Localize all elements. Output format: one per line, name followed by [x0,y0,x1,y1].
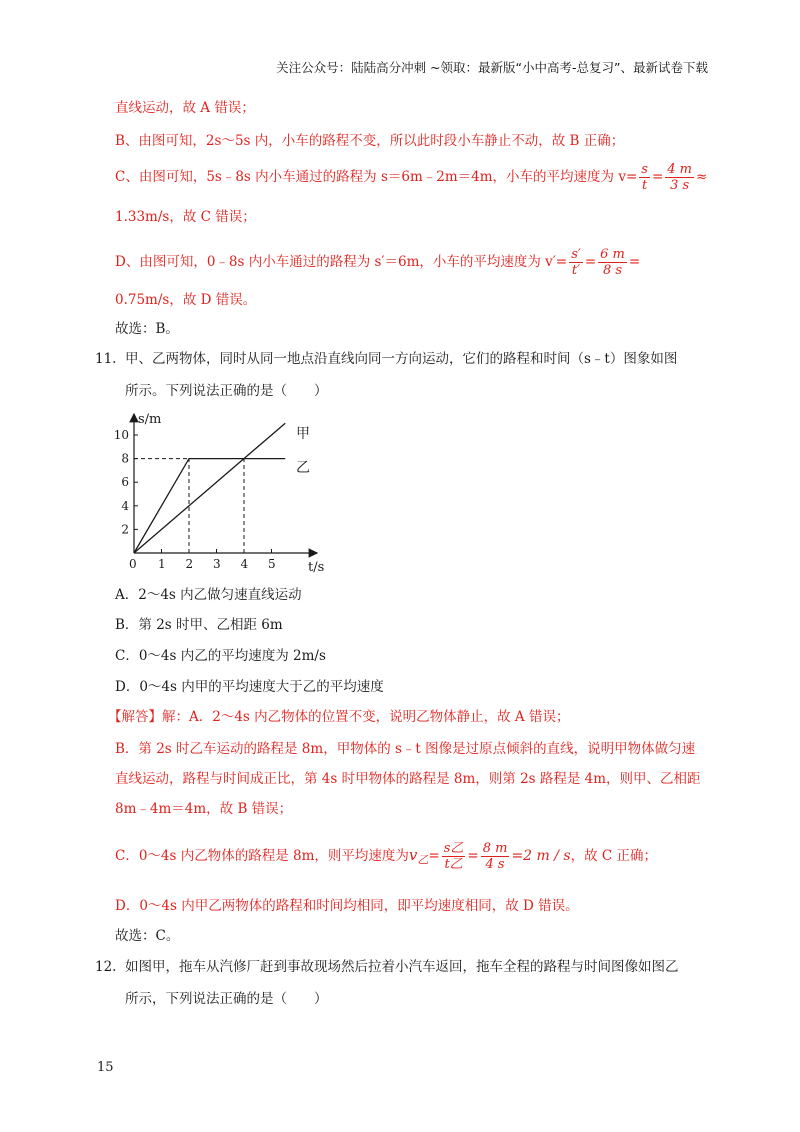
q11-answer-b-3: 8m﹣4m＝4m，故 B 错误； [115,801,293,817]
q11-answer-d: D．0～4s 内甲乙两物体的路程和时间均相同，即平均速度相同，故 D 错误。 [115,898,579,914]
x-tick-label: 0 [129,557,137,571]
q12-number: 12. [95,959,117,975]
x-tick-label: 5 [268,557,276,571]
y-tick-label: 2 [121,522,129,537]
y-tick-label: 10 [113,428,129,442]
prev-answer-c-tail: 1.33m/s，故 C 错误； [115,209,256,225]
prev-answer-b: B、由图可知，2s～5s 内，小车的路程不变，所以此时段小车静止不动，故 B 正确； [115,133,625,149]
answer-tag: 【解答】 [108,709,162,725]
y-tick-label: 6 [121,475,129,490]
prev-answer-c: C、由图可知，5s﹣8s 内小车通过的路程为 s＝6m﹣2m＝4m，小车的平均速度为 v= $\frac{s}{t}$ = $\frac{4 m}{3 s}$ ≈ [115,162,708,193]
q11-answer-a: 【解答】解：A．2～4s 内乙物体的位置不变，说明乙物体静止，故 A 错误； [108,709,570,725]
q11-option-d: D．0～4s 内甲的平均速度大于乙的平均速度 [115,679,384,695]
chart-ylabel: s/m [138,412,162,427]
q11-option-b: B．第 2s 时甲、乙相距 6m [115,617,283,633]
q11-choice: 故选：C。 [115,928,180,944]
q11-answer-b-2: 直线运动，路程与时间成正比，第 4s 时甲物体的路程是 8m，则第 2s 路程是 4m，则甲、乙相距 [115,771,701,787]
series-line-yi [134,459,285,553]
q11-option-c: C．0～4s 内乙的平均速度为 2m/s [115,648,326,664]
q11-option-a: A．2～4s 内乙做匀速直线运动 [115,587,302,603]
series-label-yi: 乙 [296,460,310,476]
prev-answer-a-tail: 直线运动，故 A 错误； [115,100,255,116]
y-tick-label: 8 [121,451,129,466]
x-tick-label: 2 [185,557,194,571]
q12-stem-1: 如图甲，拖车从汽修厂赶到事故现场然后拉着小汽车返回，拖车全程的路程与时间图像如图乙 [125,959,679,975]
q11-stem-1: 甲、乙两物体，同时从同一地点沿直线向同一方向运动，它们的路程和时间（s﹣t）图象如图 [125,351,678,367]
st-chart [110,408,330,580]
x-tick-label: 1 [158,557,166,571]
page-header: 关注公众号：陆陆高分冲刺 ~领取：最新版“小中高考-总复习”、最新试卷下载 [276,60,708,75]
q12-stem-2: 所示，下列说法正确的是（ ） [125,991,328,1007]
x-tick-label: 4 [240,557,249,571]
page-number: 15 [97,1060,114,1075]
prev-choice: 故选：B。 [115,321,179,337]
x-tick-label: 3 [213,557,221,571]
prev-answer-d-tail: 0.75m/s，故 D 错误。 [115,292,257,308]
y-tick-label: 4 [121,498,129,513]
q11-answer-b-1: B．第 2s 时乙车运动的路程是 8m，甲物体的 s﹣t 图像是过原点倾斜的直线，说明甲物体做匀速 [115,741,696,757]
prev-answer-d: D、由图可知，0﹣8s 内小车通过的路程为 s′＝6m，小车的平均速度为 v′= $\frac{s'}{t'}$ = $\frac{6 m}{8 s}$ = [115,247,641,278]
q11-stem-2: 所示。下列说法正确的是（ ） [125,383,328,399]
chart-xlabel: t/s [308,560,325,575]
q11-answer-c: C．0～4s 内乙物体的路程是 8m，则平均速度为$v_乙=$ $\frac{\text{s乙}}{\text{t乙}}$ = $\frac{8 m}{4 s}$ =2 m / s，故 C 正确； [115,841,658,872]
series-line-jia [134,423,285,553]
series-label-jia: 甲 [296,426,310,442]
q11-number: 11. [95,351,117,367]
